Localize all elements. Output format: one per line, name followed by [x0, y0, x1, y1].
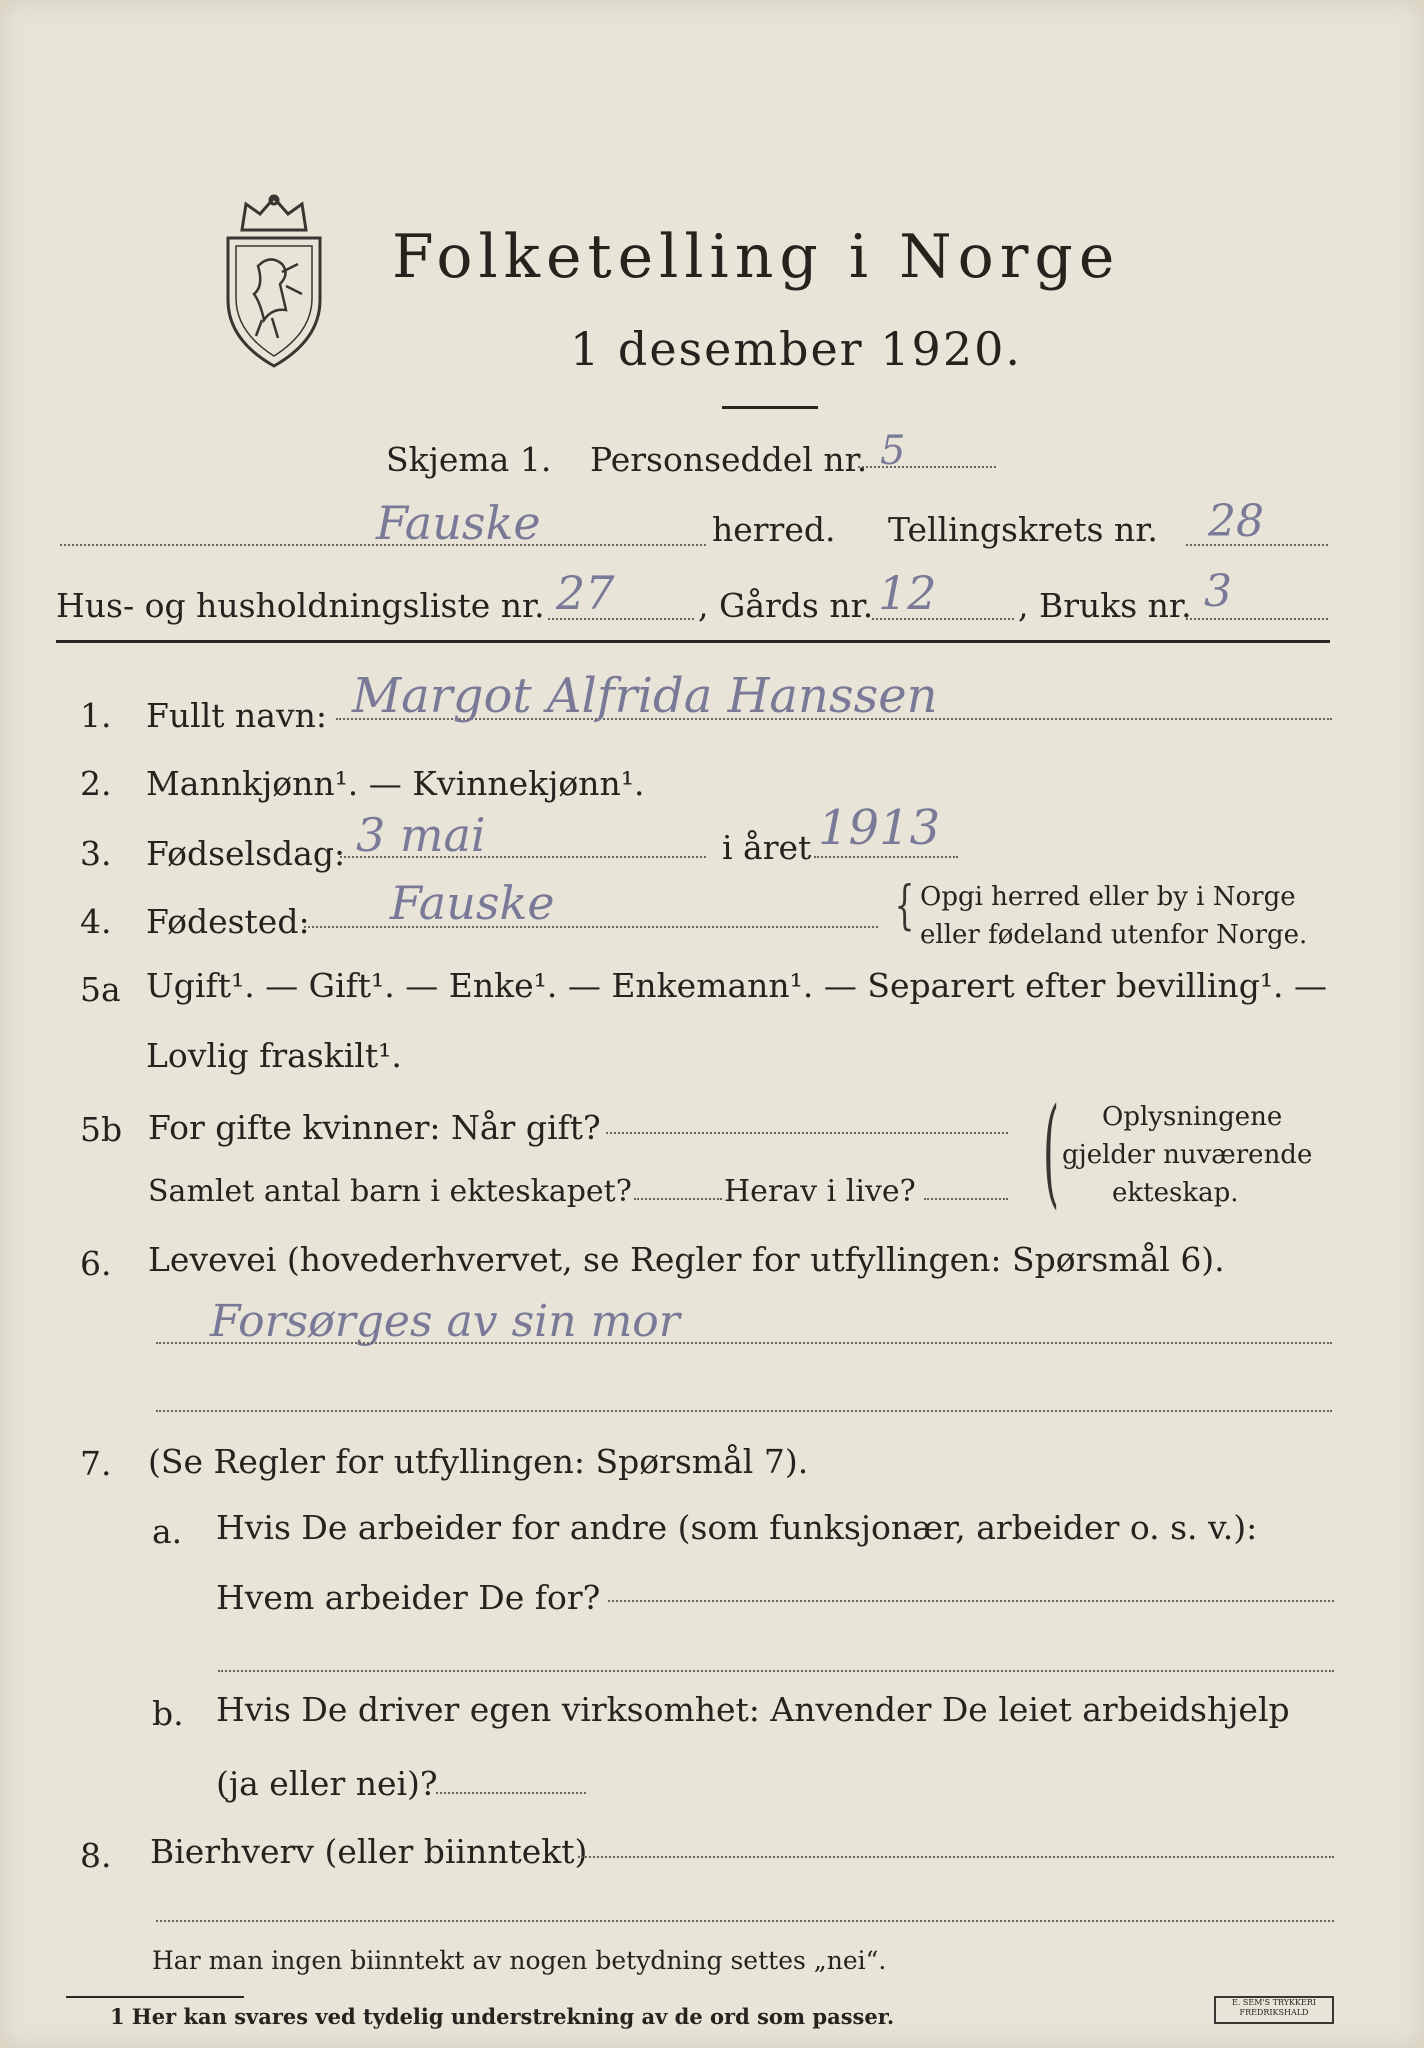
- gards-label: , Gårds nr.: [698, 586, 874, 625]
- q3-year-label: i året: [722, 828, 812, 867]
- bruks-label: , Bruks nr.: [1018, 586, 1192, 625]
- birth-year-value: 1913: [818, 800, 941, 856]
- q1-label: Fullt navn:: [146, 696, 327, 735]
- printer-stamp: E. SEM'S TRYKKERI FREDRIKSHALD: [1214, 1996, 1334, 2024]
- side-income-field-1[interactable]: [578, 1856, 1334, 1858]
- q7a-line-2: Hvem arbeider De for?: [216, 1578, 601, 1617]
- q7-number: 7.: [80, 1444, 112, 1483]
- footer-note: Har man ingen biinntekt av nogen betydning settes „nei“.: [152, 1946, 887, 1975]
- q5b-brace: (: [1042, 1082, 1060, 1220]
- q7b-line-1: Hvis De driver egen virksomhet: Anvender De leiet arbeidshjelp: [216, 1690, 1290, 1729]
- norway-coat-of-arms-icon: [212, 190, 336, 372]
- husliste-label: Hus- og husholdningsliste nr.: [56, 586, 545, 625]
- footnote: 1 Her kan svares ved tydelig understrekning av de ord som passer.: [110, 2004, 895, 2029]
- bruks-value: 3: [1204, 566, 1232, 617]
- q6-number: 6.: [80, 1244, 112, 1283]
- q5a-line-2: Lovlig fraskilt¹.: [146, 1036, 402, 1075]
- birth-year-field[interactable]: [814, 856, 958, 858]
- q4-label: Fødested:: [146, 902, 310, 941]
- birthplace-value: Fauske: [390, 876, 555, 930]
- q3-label: Fødselsdag:: [146, 834, 346, 873]
- q5a-line-1: Ugift¹. — Gift¹. — Enke¹. — Enkemann¹. — Separert efter bevilling¹. —: [146, 966, 1328, 1005]
- occupation-field-2[interactable]: [156, 1410, 1332, 1412]
- personseddel-value: 5: [880, 428, 906, 474]
- occupation-value: Forsørges av sin mor: [210, 1296, 680, 1347]
- footnote-divider: [66, 1996, 244, 1998]
- q8-label: Bierhverv (eller biinntekt): [150, 1832, 588, 1871]
- title-divider: [722, 406, 818, 409]
- hired-help-field[interactable]: [436, 1792, 586, 1794]
- q6-label: Levevei (hovederhvervet, se Regler for utfyllingen: Spørsmål 6).: [148, 1240, 1225, 1279]
- q5b-note-1: Oplysningene: [1102, 1102, 1283, 1132]
- occupation-field-1[interactable]: [156, 1342, 1332, 1344]
- q2-number: 2.: [80, 764, 112, 803]
- q5b-note-3: ekteskap.: [1112, 1178, 1239, 1208]
- q5b-alive-label: Herav i live?: [724, 1174, 916, 1209]
- header-divider: [56, 640, 1330, 643]
- q1-number: 1.: [80, 696, 112, 735]
- q5b-note-2: gjelder nuværende: [1062, 1140, 1313, 1170]
- q2-label: Mannkjønn¹. — Kvinnekjønn¹.: [146, 764, 645, 803]
- herred-value: Fauske: [376, 496, 541, 550]
- personseddel-field[interactable]: [858, 466, 996, 468]
- q8-number: 8.: [80, 1836, 112, 1875]
- q7a-letter: a.: [152, 1512, 183, 1551]
- employer-field-2[interactable]: [218, 1670, 1334, 1672]
- children-alive-field[interactable]: [924, 1198, 1008, 1200]
- q7b-line-2: (ja eller nei)?: [216, 1764, 438, 1803]
- skjema-label: Skjema 1.: [386, 440, 552, 479]
- husliste-value: 27: [556, 566, 615, 620]
- side-income-field-2[interactable]: [156, 1920, 1334, 1922]
- q5b-line-1: For gifte kvinner: Når gift?: [148, 1108, 601, 1147]
- q4-brace: {: [894, 876, 915, 936]
- birthday-value: 3 mai: [356, 808, 486, 862]
- tellingskrets-value: 28: [1208, 496, 1264, 547]
- q4-note-1: Opgi herred eller by i Norge: [920, 882, 1296, 912]
- q5b-number: 5b: [80, 1110, 123, 1149]
- q7-label: (Se Regler for utfyllingen: Spørsmål 7).: [148, 1442, 809, 1481]
- q4-note-2: eller fødeland utenfor Norge.: [920, 920, 1308, 950]
- married-when-field[interactable]: [606, 1132, 1008, 1134]
- q3-number: 3.: [80, 834, 112, 873]
- q5a-number: 5a: [80, 970, 121, 1009]
- q7a-line-1: Hvis De arbeider for andre (som funksjonær, arbeider o. s. v.):: [216, 1508, 1258, 1547]
- form-title: Folketelling i Norge: [392, 222, 1121, 292]
- tellingskrets-label: Tellingskrets nr.: [888, 510, 1158, 549]
- employer-field-1[interactable]: [608, 1600, 1334, 1602]
- full-name-value: Margot Alfrida Hanssen: [352, 668, 938, 724]
- census-date: 1 desember 1920.: [570, 322, 1022, 376]
- herred-label: herred.: [712, 510, 836, 549]
- q7b-letter: b.: [152, 1694, 184, 1733]
- bruks-field[interactable]: [1186, 618, 1328, 620]
- q5b-children-label: Samlet antal barn i ekteskapet?: [148, 1174, 632, 1209]
- children-count-field[interactable]: [634, 1198, 722, 1200]
- gards-value: 12: [878, 566, 937, 620]
- personseddel-label: Personseddel nr.: [590, 440, 868, 479]
- q4-number: 4.: [80, 902, 112, 941]
